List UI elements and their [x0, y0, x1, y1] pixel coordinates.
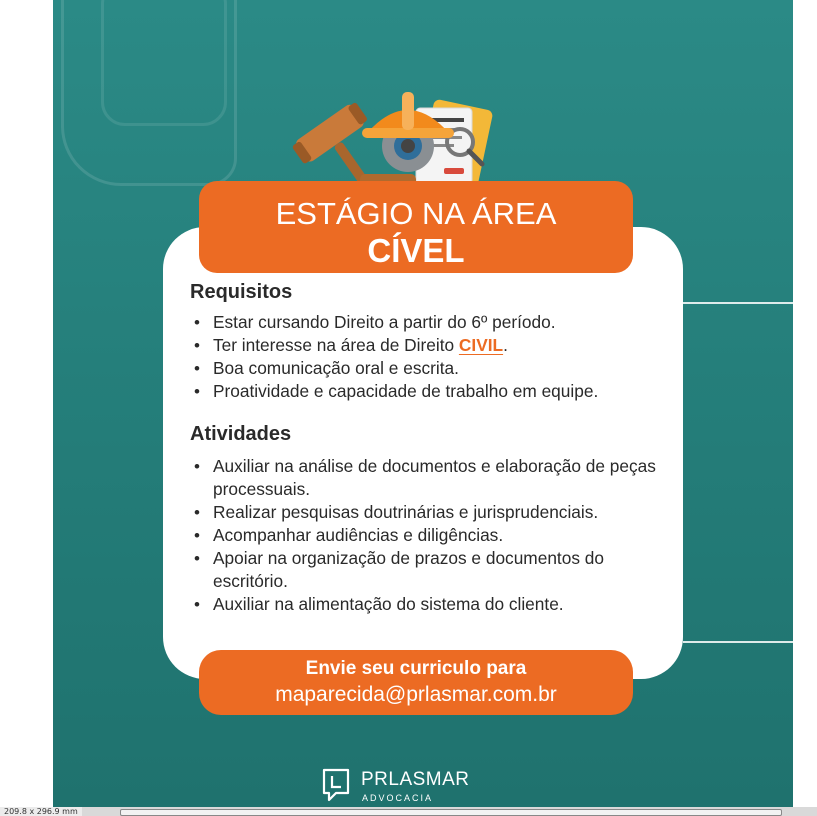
- logo-name: PRLASMAR: [361, 769, 470, 790]
- list-item-text: Ter interesse na área de Direito: [213, 335, 459, 355]
- list-item: • Realizar pesquisas doutrinárias e jurisprudenciais.: [192, 501, 660, 524]
- horizontal-scrollbar[interactable]: [120, 809, 782, 816]
- decorative-line: [683, 302, 793, 304]
- page-size-label: 209.8 x 296.9 mm: [0, 807, 82, 816]
- requisitos-heading: Requisitos: [190, 281, 293, 303]
- list-item-text: .: [503, 335, 508, 355]
- company-logo: [321, 767, 491, 805]
- logo-mark-icon: [321, 767, 351, 803]
- list-item: • Apoiar na organização de prazos e documentos do escritório.: [192, 547, 660, 593]
- requisitos-list: [192, 311, 662, 403]
- list-item: • Boa comunicação oral e escrita.: [192, 357, 662, 380]
- title-line1: ESTÁGIO NA ÁREA: [275, 196, 557, 231]
- logo-subtitle: ADVOCACIA: [362, 793, 434, 803]
- decorative-line: [683, 641, 793, 643]
- title-line2: CÍVEL: [367, 232, 465, 269]
- list-item: • Estar cursando Direito a partir do 6º período.: [192, 311, 662, 334]
- list-item: • Proatividade e capacidade de trabalho em equipe.: [192, 380, 662, 403]
- cta-banner: [199, 650, 633, 715]
- cta-text: Envie seu curriculo para: [305, 658, 527, 679]
- civil-highlight: CIVIL: [458, 335, 504, 355]
- list-item: • Acompanhar audiências e diligências.: [192, 524, 660, 547]
- cta-email[interactable]: maparecida@prlasmar.com.br: [275, 683, 557, 706]
- page-status-strip: [0, 807, 817, 816]
- atividades-heading: Atividades: [190, 423, 292, 445]
- list-item: • Auxiliar na alimentação do sistema do cliente.: [192, 593, 660, 616]
- decorative-outline: [101, 0, 227, 126]
- title-banner: [199, 181, 633, 273]
- list-item: • Auxiliar na análise de documentos e elaboração de peças processuais.: [192, 455, 660, 501]
- list-item: [192, 334, 662, 357]
- atividades-list: [192, 455, 660, 616]
